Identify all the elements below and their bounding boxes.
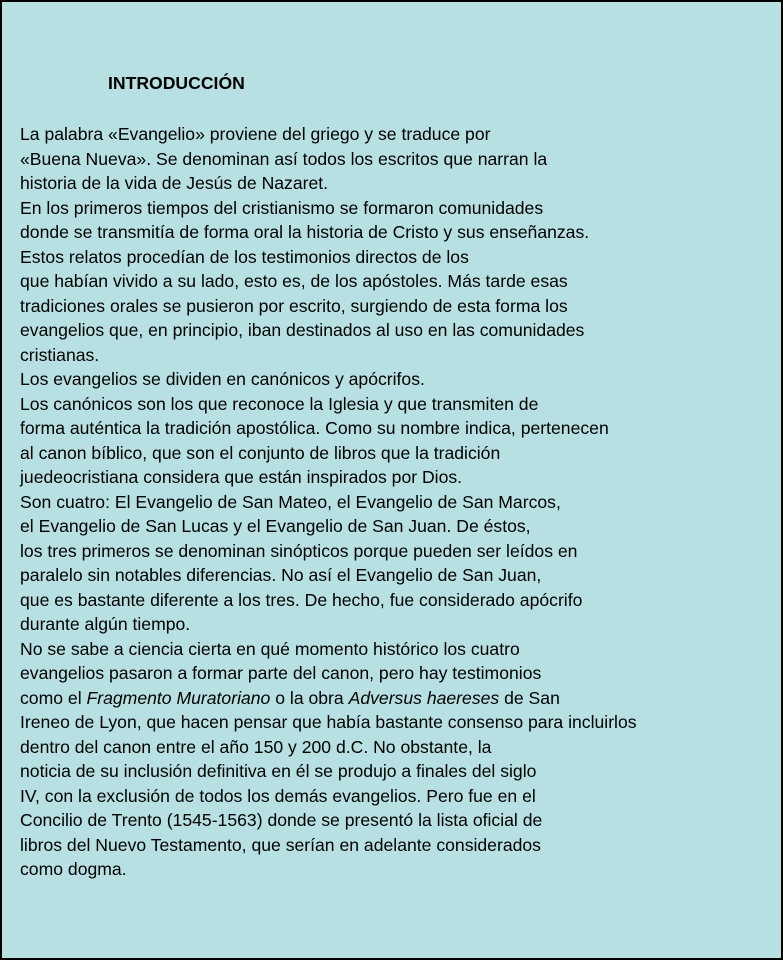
text-segment: al canon bíblico, que son el conjunto de libros que la tradición	[20, 442, 501, 463]
text-line	[20, 808, 637, 833]
text-segment: Los canónicos son los que reconoce la Iglesia y que transmiten de	[20, 393, 539, 414]
text-line	[20, 343, 637, 368]
text-segment: durante algún tiempo.	[20, 614, 191, 634]
text-segment: donde se transmitía de forma oral la historia de Cristo y sus enseñanzas.	[20, 222, 590, 242]
text-segment: los tres primeros se denominan sinópticos porque pueden ser leídos en	[20, 540, 578, 561]
text-segment: forma auténtica la tradición apostólica. Como su nombre indica, pertenecen	[20, 418, 609, 438]
text-line	[20, 441, 637, 466]
text-line	[20, 269, 637, 294]
text-segment: Los evangelios se dividen en canónicos y apócrifos.	[20, 369, 425, 389]
text-segment: o la obra	[270, 687, 349, 708]
text-line	[20, 637, 637, 662]
text-segment: No se sabe a ciencia cierta en qué momento histórico los cuatro	[20, 638, 520, 659]
text-segment: como dogma.	[20, 859, 127, 879]
text-segment: «Buena Nueva». Se denominan así todos los escritos que narran la	[20, 148, 548, 169]
text-line	[20, 465, 637, 490]
text-line	[20, 661, 637, 686]
text-line	[20, 392, 637, 417]
text-line	[20, 514, 637, 539]
italic-title-text: Fragmento Muratoriano	[86, 687, 271, 708]
text-segment: evangelios pasaron a formar parte del canon, pero hay testimonios	[20, 663, 542, 683]
text-segment: noticia de su inclusión definitiva en él se produjo a finales del siglo	[20, 761, 537, 781]
body-text	[20, 122, 637, 882]
text-segment: En los primeros tiempos del cristianismo se formaron comunidades	[20, 197, 544, 218]
text-segment: Son cuatro: El Evangelio de San Mateo, el Evangelio de San Marcos,	[20, 491, 561, 512]
text-segment: IV, con la exclusión de todos los demás evangelios. Pero fue en el	[20, 785, 536, 806]
text-segment: que es bastante diferente a los tres. De hecho, fue considerado apócrifo	[20, 589, 583, 610]
text-line	[20, 318, 637, 343]
text-segment: tradiciones orales se pusieron por escrito, surgiendo de esta forma los	[20, 295, 568, 316]
text-line	[20, 563, 637, 588]
text-line	[20, 857, 637, 882]
text-line	[20, 710, 637, 735]
document-title: INTRODUCCIÓN	[108, 73, 245, 93]
text-line	[20, 147, 637, 172]
text-line	[20, 735, 637, 760]
text-segment: Ireneo de Lyon, que hacen pensar que había bastante consenso para incluirlos	[20, 712, 637, 732]
text-line	[20, 245, 637, 270]
text-line	[20, 612, 637, 637]
text-line	[20, 686, 637, 711]
text-segment: Estos relatos procedían de los testimonios directos de los	[20, 246, 469, 267]
text-line	[20, 196, 637, 221]
text-segment: Concilio de Trento (1545-1563) donde se presentó la lista oficial de	[20, 810, 543, 830]
text-segment: dentro del canon entre el año 150 y 200 d.C. No obstante, la	[20, 736, 492, 757]
text-segment: que habían vivido a su lado, esto es, de los apóstoles. Más tarde esas	[20, 271, 568, 291]
text-segment: como el	[20, 687, 87, 708]
text-line	[20, 220, 637, 245]
text-segment: libros del Nuevo Testamento, que serían en adelante considerados	[20, 834, 541, 855]
italic-title-text: Adversus haereses	[348, 687, 500, 708]
text-line	[20, 416, 637, 441]
text-line	[20, 588, 637, 613]
text-segment: juedeocristiana considera que están inspirados por Dios.	[20, 467, 463, 487]
text-line	[20, 784, 637, 809]
text-line	[20, 539, 637, 564]
text-segment: cristianas.	[20, 344, 100, 365]
text-line	[20, 122, 637, 147]
text-segment: de San	[499, 687, 560, 708]
text-line	[20, 759, 637, 784]
text-line	[20, 490, 637, 515]
text-line	[20, 833, 637, 858]
text-line	[20, 294, 637, 319]
text-line	[20, 171, 637, 196]
text-line	[20, 367, 637, 392]
text-segment: historia de la vida de Jesús de Nazaret.	[20, 173, 329, 193]
text-segment: el Evangelio de San Lucas y el Evangelio de San Juan. De éstos,	[20, 516, 531, 536]
text-segment: evangelios que, en principio, iban destinados al uso en las comunidades	[20, 320, 585, 340]
text-segment: La palabra «Evangelio» proviene del griego y se traduce por	[20, 124, 491, 144]
text-segment: paralelo sin notables diferencias. No así el Evangelio de San Juan,	[20, 565, 542, 585]
